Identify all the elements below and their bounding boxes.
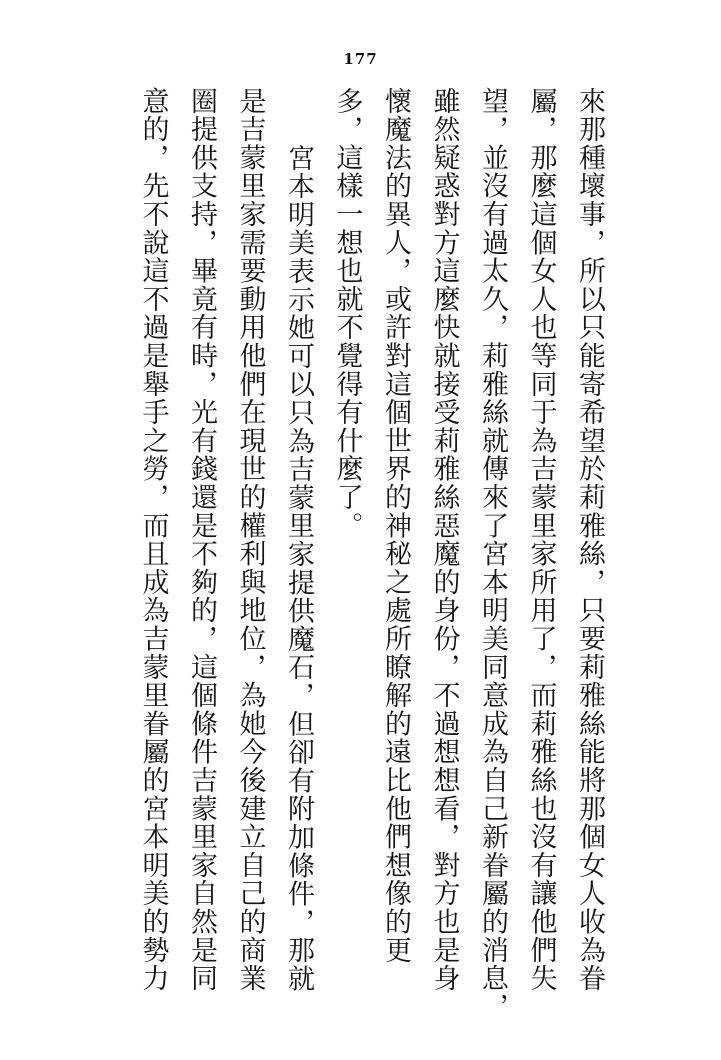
text-column: 是吉蒙里家需要動用他們在現世的權利與地位，為她今後建立自己的商業 xyxy=(235,87,266,993)
text-column: 宮本明美表示她可以只為吉蒙里家提供魔石，但卻有附加條件，那就 xyxy=(284,143,314,993)
text-column: 來那種壞事，所以只能寄希望於莉雅絲，只要莉雅絲能將那個女人收為眷 xyxy=(575,87,605,993)
text-column: 屬，那麼這個女人也等同于為吉蒙里家所用了，而莉雅絲也沒有讓他們失 xyxy=(526,87,557,993)
text-column: 多，這樣一想也就不覺得有什麼了。 xyxy=(332,87,363,540)
text-block xyxy=(129,87,614,1021)
text-column: 懷魔法的異人，或許對這個世界的神秘之處所瞭解的遠比他們想像的更 xyxy=(381,87,411,965)
text-column: 圈提供支持，畢竟有時，光有錢還是不夠的，這個條件吉蒙里家自然是同 xyxy=(187,87,217,993)
text-column: 雖然疑惑對方這麼快就接受莉雅絲惡魔的身份，不過想想看，對方也是身 xyxy=(429,87,460,993)
page-number: 177 xyxy=(343,50,378,68)
text-column: 意的，先不說這不過是舉手之勞，而且成為吉蒙里眷屬的宮本明美的勢力 xyxy=(138,87,169,993)
text-column: 望，並沒有過太久，莉雅絲就傳來了宮本明美同意成為自己新眷屬的消息， xyxy=(478,87,508,1021)
